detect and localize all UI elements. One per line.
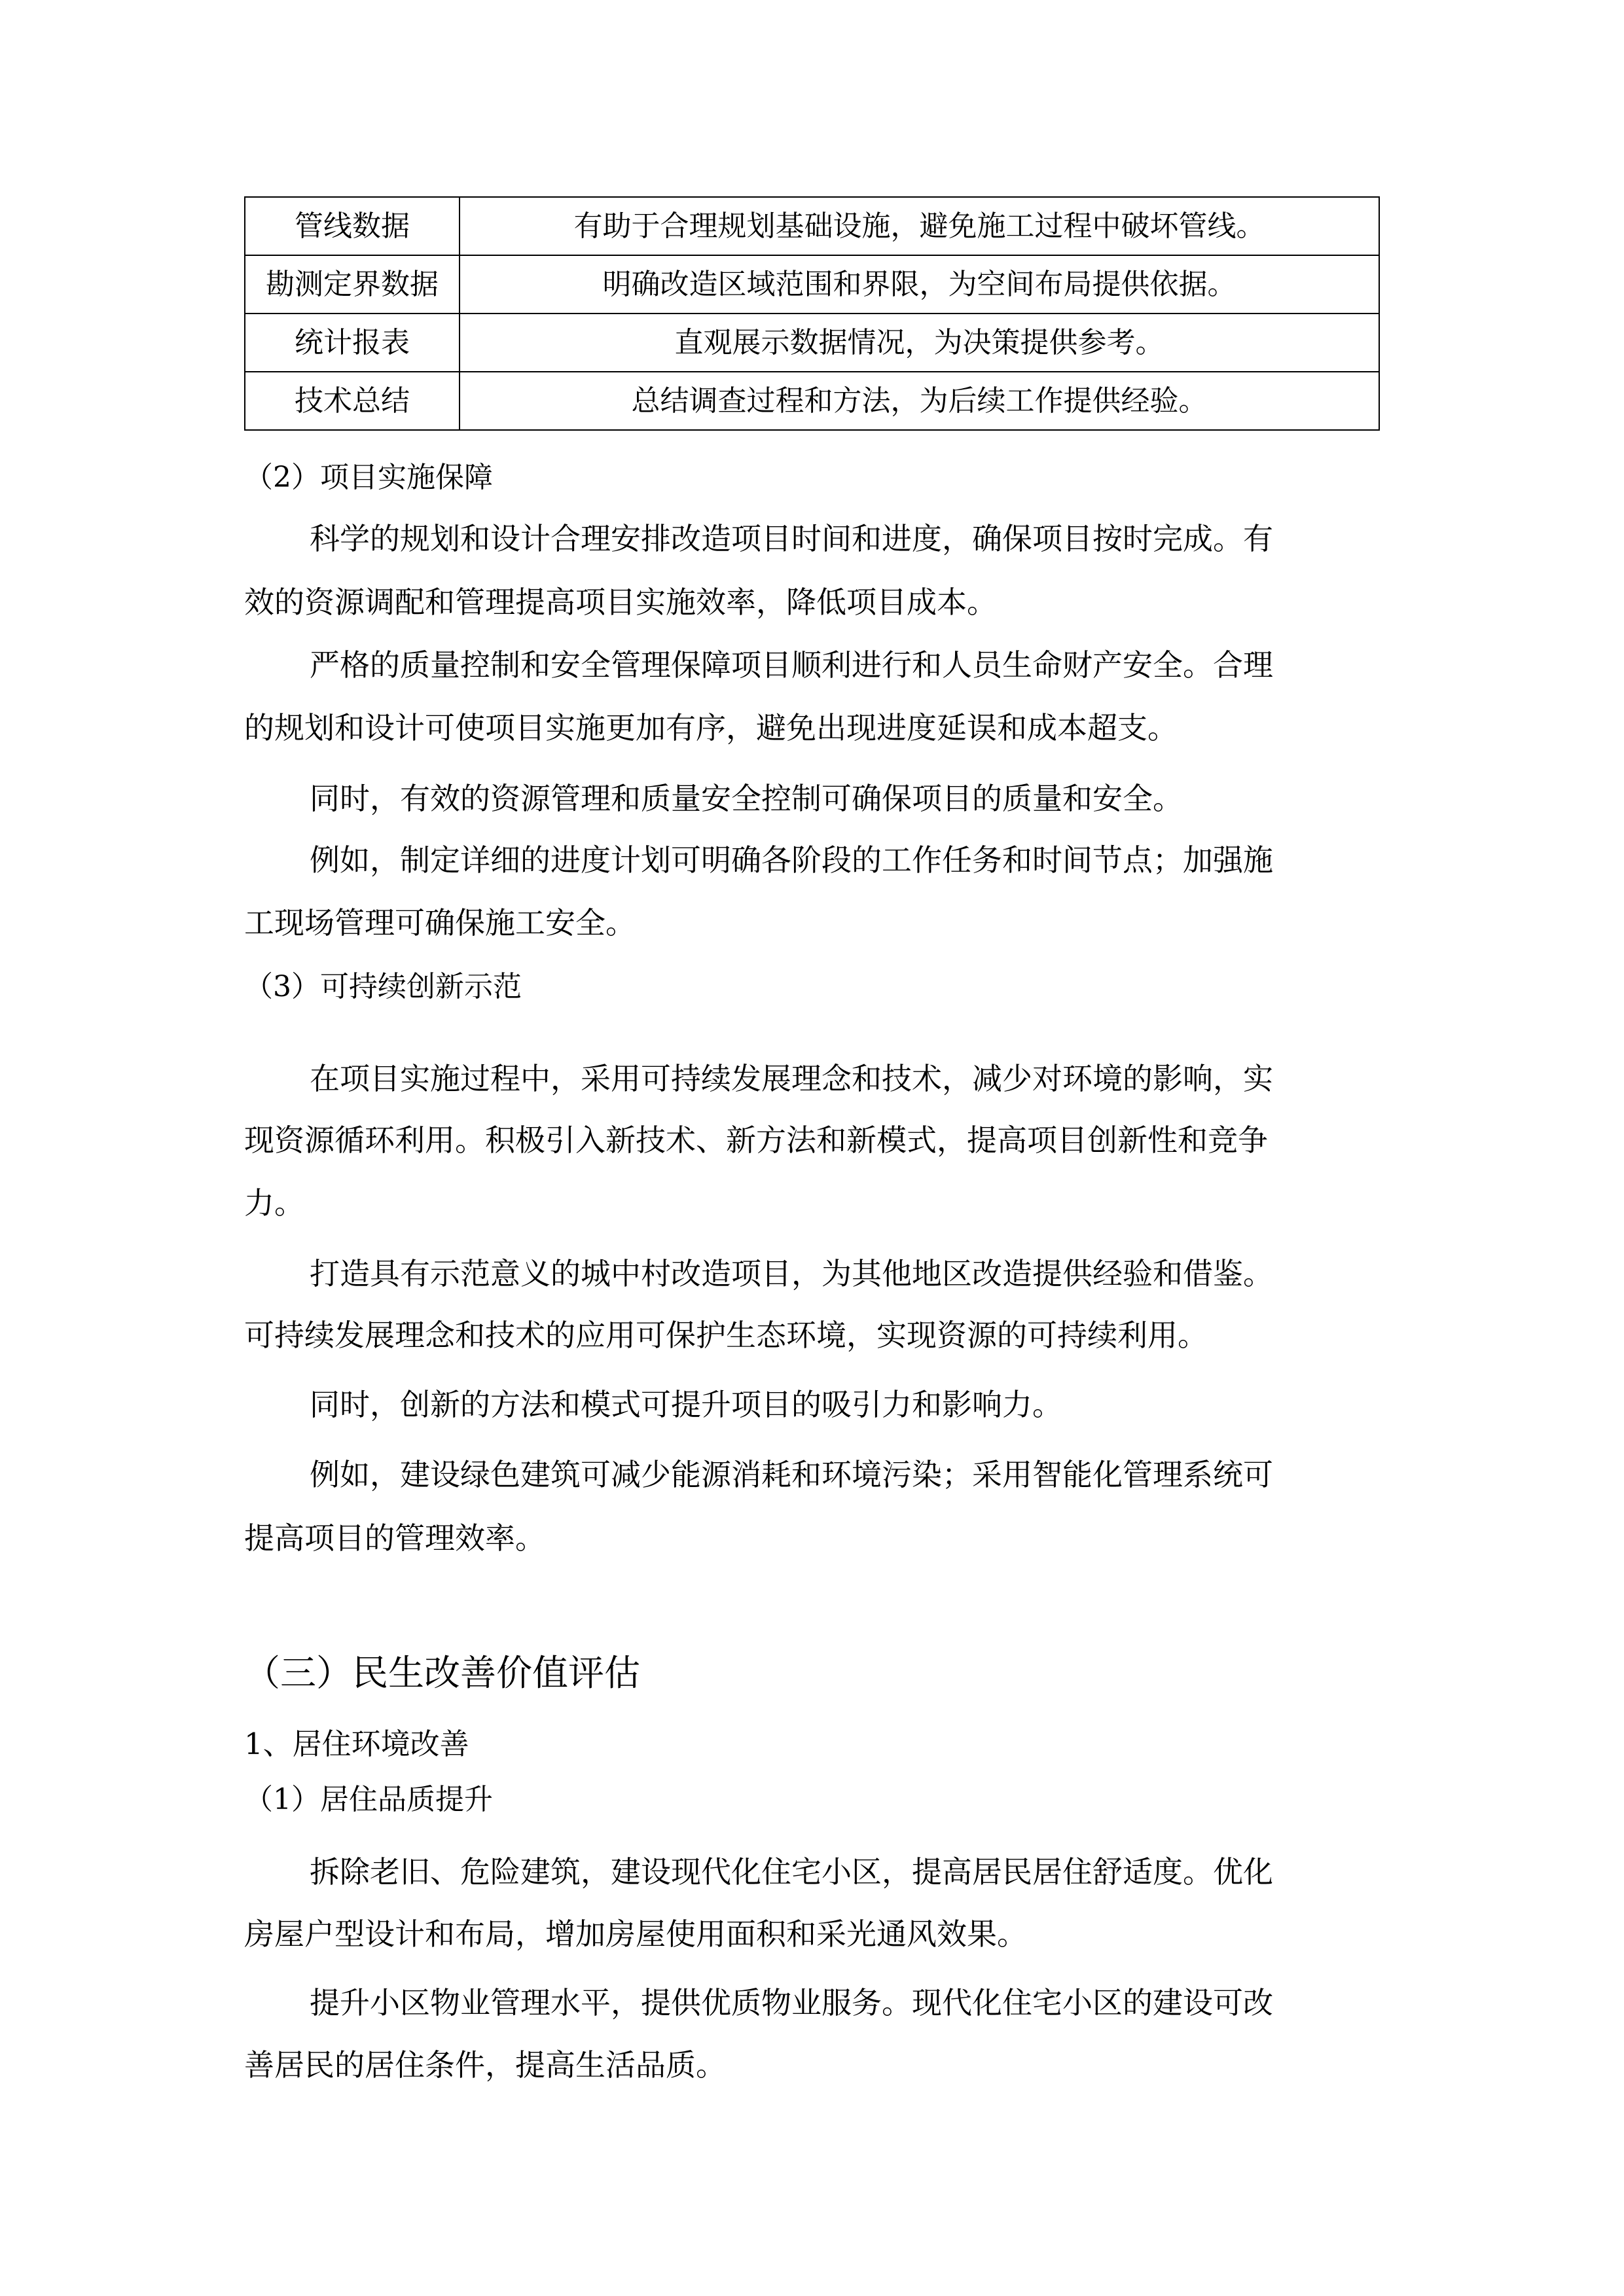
- paragraph-line: 善居民的居住条件，提高生活品质。: [244, 2047, 726, 2083]
- table-cell-desc: 明确改造区域范围和界限，为空间布局提供依据。: [460, 255, 1379, 314]
- table-cell-desc: 直观展示数据情况，为决策提供参考。: [460, 314, 1379, 372]
- data-table: [244, 196, 1380, 431]
- paragraph-line: 现资源循环利用。积极引入新技术、新方法和新模式，提高项目创新性和竞争: [244, 1122, 1268, 1158]
- paragraph-line: 房屋户型设计和布局，增加房屋使用面积和采光通风效果。: [244, 1916, 1027, 1952]
- chapter-heading: （三）民生改善价值评估: [244, 1652, 641, 1694]
- table-cell-name: 统计报表: [245, 314, 460, 372]
- table-row: [245, 372, 1379, 430]
- paragraph-line: 提高项目的管理效率。: [244, 1520, 545, 1556]
- paragraph-line: 提升小区物业管理水平，提供优质物业服务。现代化住宅小区的建设可改: [310, 1985, 1273, 2020]
- paragraph-line: 同时，有效的资源管理和质量安全控制可确保项目的质量和安全。: [310, 781, 1183, 816]
- table-cell-name: 勘测定界数据: [245, 255, 460, 314]
- paragraph-line: 拆除老旧、危险建筑，建设现代化住宅小区，提高居民居住舒适度。优化: [310, 1854, 1273, 1890]
- table-row: [245, 255, 1379, 314]
- paragraph-line: 严格的质量控制和安全管理保障项目顺利进行和人员生命财产安全。合理: [310, 647, 1273, 683]
- table-row: [245, 314, 1379, 372]
- table-cell-name: 技术总结: [245, 372, 460, 430]
- paragraph-line: 可持续发展理念和技术的应用可保护生态环境，实现资源的可持续利用。: [244, 1318, 1208, 1353]
- subsection-title: （1）居住品质提升: [244, 1783, 493, 1816]
- table-row: [245, 197, 1379, 255]
- table-cell-name: 管线数据: [245, 197, 460, 255]
- paragraph-line: 力。: [244, 1185, 304, 1221]
- subsection-title: （3）可持续创新示范: [244, 970, 522, 1003]
- paragraph-line: 工现场管理可确保施工安全。: [244, 905, 636, 941]
- paragraph-line: 效的资源调配和管理提高项目实施效率，降低项目成本。: [244, 584, 997, 620]
- paragraph-line: 同时，创新的方法和模式可提升项目的吸引力和影响力。: [310, 1387, 1062, 1422]
- table-cell-desc: 有助于合理规划基础设施，避免施工过程中破坏管线。: [460, 197, 1379, 255]
- section-heading: 1、居住环境改善: [244, 1727, 469, 1761]
- paragraph-line: 的规划和设计可使项目实施更加有序，避免出现进度延误和成本超支。: [244, 710, 1178, 745]
- table-cell-desc: 总结调查过程和方法，为后续工作提供经验。: [460, 372, 1379, 430]
- paragraph-line: 例如，建设绿色建筑可减少能源消耗和环境污染；采用智能化管理系统可: [310, 1457, 1273, 1492]
- subsection-title: （2）项目实施保障: [244, 461, 493, 494]
- paragraph-line: 在项目实施过程中，采用可持续发展理念和技术，减少对环境的影响，实: [310, 1061, 1273, 1096]
- paragraph-line: 例如，制定详细的进度计划可明确各阶段的工作任务和时间节点；加强施: [310, 842, 1273, 878]
- paragraph-line: 科学的规划和设计合理安排改造项目时间和进度，确保项目按时完成。有: [310, 521, 1273, 556]
- paragraph-line: 打造具有示范意义的城中村改造项目，为其他地区改造提供经验和借鉴。: [310, 1256, 1273, 1291]
